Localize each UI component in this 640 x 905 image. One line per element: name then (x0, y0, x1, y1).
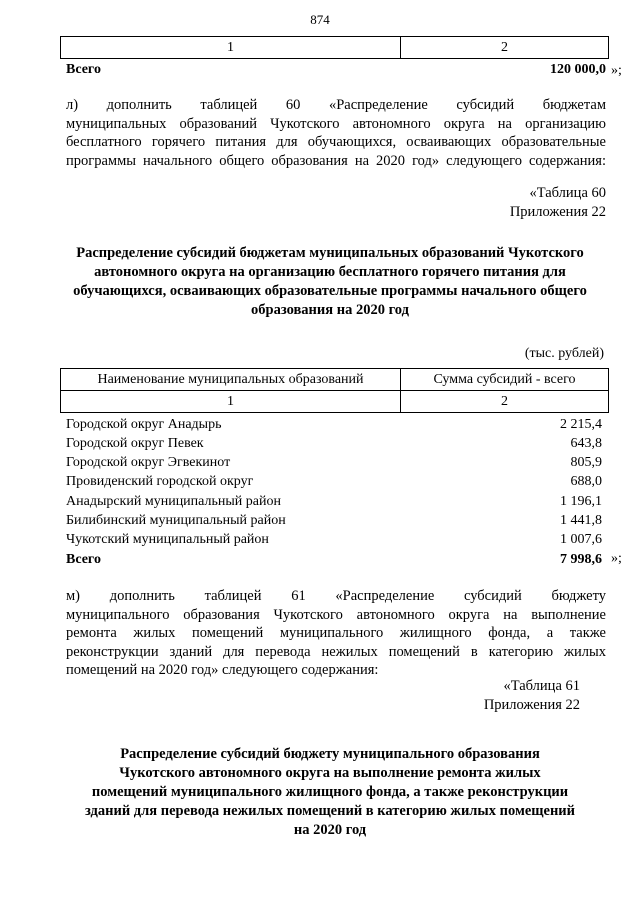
table-60-col2-header: Сумма субсидий - всего (401, 369, 609, 391)
table-60-heading (40, 244, 620, 320)
heading-line: обучающихся, осваивающих образовательные программы начального общего (73, 283, 587, 299)
table-60-reference (510, 184, 606, 222)
heading-line: автономного округа на организацию бесплатного горячего питания для (94, 264, 566, 280)
heading-line: образования на 2020 год (251, 302, 409, 318)
table-total-row (66, 550, 602, 569)
table-61-heading (40, 745, 620, 840)
table-row (66, 530, 602, 549)
table-61-ref-line2: Приложения 22 (483, 697, 580, 713)
paragraph-line: ремонта жилых помещений муниципального жилищного фонда, а также (66, 625, 606, 641)
table-row (66, 472, 602, 491)
heading-line: помещений муниципального жилищного фонда, а также реконструкции (91, 784, 569, 800)
top-total-label: Всего (66, 62, 101, 77)
row-value: 2 215,4 (560, 417, 602, 432)
heading-line: на 2020 год (293, 822, 367, 838)
top-total-suffix: »; (611, 63, 622, 78)
table-60-col2-number: 2 (401, 391, 609, 413)
heading-line: Распределение субсидий бюджету муниципального образования (120, 746, 540, 762)
table-60-header (60, 368, 609, 413)
top-table-col1: 1 (61, 37, 401, 59)
paragraph-line: м) дополнить таблицей 61 «Распределение субсидий бюджету (66, 588, 606, 604)
top-table (60, 36, 609, 59)
paragraph-line: помещений на 2020 год» следующего содержания: (66, 662, 379, 678)
paragraph-line: программы начального общего образования на 2020 год» следующего содержания: (66, 152, 606, 169)
paragraph-line: муниципальных образований Чукотского автономного округа на организацию (66, 115, 606, 132)
table-61-reference (484, 677, 580, 715)
row-value: 1 007,6 (560, 532, 602, 547)
row-value: 688,0 (570, 474, 602, 489)
row-name: Городской округ Эгвекинот (66, 455, 231, 470)
top-table-col2: 2 (401, 37, 609, 59)
table-row (66, 434, 602, 453)
row-name: Городской округ Певек (66, 436, 204, 451)
total-label: Всего (66, 552, 101, 567)
paragraph-line: бесплатного горячего питания для обучающихся, осваивающих образовательные (66, 134, 606, 150)
heading-line: Распределение субсидий бюджетам муниципальных образований Чукотского (76, 245, 584, 261)
top-total-value: 120 000,0 (550, 62, 606, 77)
table-60-col1-header: Наименование муниципальных образований (61, 369, 401, 391)
paragraph-l (66, 96, 606, 170)
row-value: 1 196,1 (560, 494, 602, 509)
page-number: 874 (310, 12, 330, 27)
table-60-col1-number: 1 (61, 391, 401, 413)
row-name: Чукотский муниципальный район (66, 532, 269, 547)
table-row (66, 492, 602, 511)
row-name: Анадырский муниципальный район (66, 494, 281, 509)
table-60-total-suffix: »; (611, 551, 622, 566)
heading-line: Чукотского автономного округа на выполнение ремонта жилых (119, 765, 541, 781)
row-value: 643,8 (570, 436, 602, 451)
table-60-ref-line1: «Таблица 60 (529, 185, 606, 201)
row-value: 1 441,8 (560, 513, 602, 528)
paragraph-line: муниципального образования Чукотского автономного округа на выполнение (66, 606, 606, 623)
table-60-ref-line2: Приложения 22 (509, 204, 606, 220)
table-row (66, 415, 602, 434)
row-name: Билибинский муниципальный район (66, 513, 286, 528)
paragraph-line: л) дополнить таблицей 60 «Распределение субсидий бюджетам (66, 97, 606, 113)
paragraph-m (66, 587, 606, 680)
heading-line: зданий для перевода нежилых помещений в категорию жилых помещений (84, 803, 576, 819)
row-name: Городской округ Анадырь (66, 417, 222, 432)
paragraph-line: реконструкции зданий для перевода нежилых помещений в категорию жилых (66, 643, 606, 660)
table-row (66, 511, 602, 530)
units-label: (тыс. рублей) (524, 346, 604, 361)
table-row (66, 453, 602, 472)
row-value: 805,9 (570, 455, 602, 470)
row-name: Провиденский городской округ (66, 474, 254, 489)
total-value: 7 998,6 (560, 552, 602, 567)
table-61-ref-line1: «Таблица 61 (503, 678, 580, 694)
